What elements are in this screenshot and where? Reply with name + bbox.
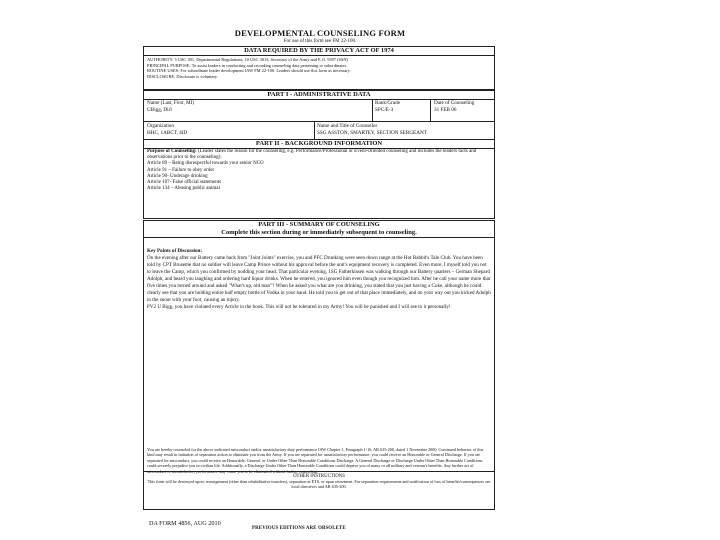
divider bbox=[314, 121, 315, 139]
name-value: UBigg, Dirl bbox=[147, 107, 172, 113]
purpose-text: (Leader states the reason for the counseling, e.g. Performance/Professional or Event-Oriented counseling and includes the leaders facts and observations prior to the counseling): bbox=[147, 149, 477, 161]
other-instructions-title: OTHER INSTRUCTIONS bbox=[293, 474, 345, 479]
rank-label: Rank/Grade bbox=[375, 100, 401, 106]
counselor-value: SSG ASSTON, SMARTEY, SECTION SERGEANT bbox=[317, 130, 427, 136]
form-number: DA FORM 4856, AUG 2010 bbox=[149, 520, 221, 527]
privacy-authority: AUTHORITY: 5 USC 301, Departmental Regulations; 10 USC 3013, Secretary of the Army and E.O. 9397 (SSN) bbox=[147, 57, 349, 62]
background-text bbox=[147, 149, 491, 192]
counselor-label: Name and Title of Counselor bbox=[317, 123, 378, 129]
divider bbox=[430, 99, 431, 121]
other-instructions-text: This form will be destroyed upon: reassignment (other than rehabilitative transfers), separation at ETS, or upon retirement. For separation requirements and notification of loss of benefits/consequences see local directives and AR 635-200. bbox=[147, 479, 491, 490]
name-label: Name (Last, First, MI) bbox=[147, 100, 195, 106]
part2-background bbox=[143, 139, 495, 219]
privacy-lines bbox=[147, 57, 491, 79]
part3-summary bbox=[143, 220, 495, 510]
part3-subheader: Complete this section during or immediately subsequent to counseling. bbox=[144, 229, 494, 238]
article-item: Article 90- Underage drinking bbox=[147, 173, 208, 179]
part1-header: PART I - ADMINISTRATIVE DATA bbox=[144, 91, 494, 100]
article-item: Article 89 – Being disrespectful towards your senior NCO bbox=[147, 161, 264, 167]
privacy-disclosure: DISCLOSURE: Disclosure is voluntary. bbox=[147, 73, 218, 79]
article-item: Article 107- False official statements bbox=[147, 180, 222, 186]
privacy-routine-uses: ROUTINE USES: For subordinate leader development IAW FM 22-100. Leaders should use this form as necessary. bbox=[147, 68, 351, 74]
organization-label: Organization bbox=[147, 123, 174, 129]
part1-administrative bbox=[143, 90, 495, 140]
counseling-form bbox=[143, 6, 497, 536]
other-instructions bbox=[144, 471, 494, 490]
article-item: Article 91 – Failure to obey order bbox=[147, 167, 215, 173]
part3-header: PART III - SUMMARY OF COUNSELING bbox=[144, 221, 494, 229]
form-title: DEVELOPMENTAL COUNSELING FORM bbox=[234, 28, 406, 38]
rank-value: SPC/E-3 bbox=[375, 107, 394, 113]
part2-header: PART II - BACKGROUND INFORMATION bbox=[144, 140, 494, 149]
closing-text: PV2 U Bigg, you have violated every Article in the book. This will not be tolerated in my Army! You will be punished and I will see to it personally! bbox=[147, 304, 451, 310]
organization-value: HHC, 1ABCT, 4ID bbox=[147, 130, 188, 136]
previous-editions-note: PREVIOUS EDITIONS ARE OBSOLETE bbox=[252, 526, 346, 531]
date-label: Date of Counseling bbox=[434, 100, 475, 106]
form-subtitle: For use of this form see FM 22-100. bbox=[283, 39, 357, 44]
privacy-act-section bbox=[143, 46, 495, 90]
privacy-header: DATA REQUIRED BY THE PRIVACY ACT OF 1974 bbox=[144, 47, 494, 56]
purpose-label: Purpose of Counseling: bbox=[147, 149, 197, 154]
date-value: 31 FEB 06 bbox=[434, 107, 457, 113]
privacy-purpose: PRINCIPAL PURPOSE: To assist leaders in conducting and recording counseling data pertaining to subordinates. bbox=[147, 62, 348, 68]
separation-notice: You are hereby counseled for the above indicated misconduct and/or unsatisfactory duty performance IAW Chapter 1, Paragraph 1-16, AR 635-200, dated 1 November 2000. Continued behavior of this kind may result in initiation of separation action to eliminate you from the Army. If you are separated for unsatisfactory performance, you could receive an Honorable or General Discharge. If you are separated for misconduct, you could receive an Honorable, General, or Under Other Than Honorable Conditions Discharge. A General Discharge or Discharge Under Other Than Honorable Conditions could severely prejudice you in civilian life. Additionally, a Discharge Under Other Than Honorable Conditions could deprive you of many or all military and veteran's benefits. Any further act of misconduct or unsatisfactory performance may cause you to be eliminated without further counseling. bbox=[147, 447, 484, 474]
key-points-label: Key Points of Discussion: bbox=[147, 248, 203, 254]
divider bbox=[144, 121, 494, 122]
key-points-text: On the evening after our Battery came back from "Joint Joints" exercise, you and PFC Drunking were seen down range at the Hot Rabbit's Tale Club. You have been told by CPT Bruseme that no soldier will leave Camp Prince without his approval before the unit's equipment recovery is completed. Even more, I myself told you not to leave the Camp, which you confirmed by nodding your head. That particular evening, 1SG Fatherkissen was walking through our Battery quarters – German Shepard Adolph, and heard you laughing and ordering hard liquor drinks. When he entered, you ignored him even though you recognized him. After he call your name more that five times you turned around and asked "What's up, old man"? When he asked you what are you drinking, you stated that you just having a Coke, although he could clearly see that you are holding entire half empty bottle of Vodka in your hand. He told you to get out of that place immediately, and on your way out you kicked Adolph in the snout with your foot, causing an injury. bbox=[147, 255, 491, 303]
divider bbox=[372, 99, 373, 121]
key-points bbox=[147, 248, 491, 311]
article-item: Article 134 – Abusing public animal bbox=[147, 186, 220, 192]
